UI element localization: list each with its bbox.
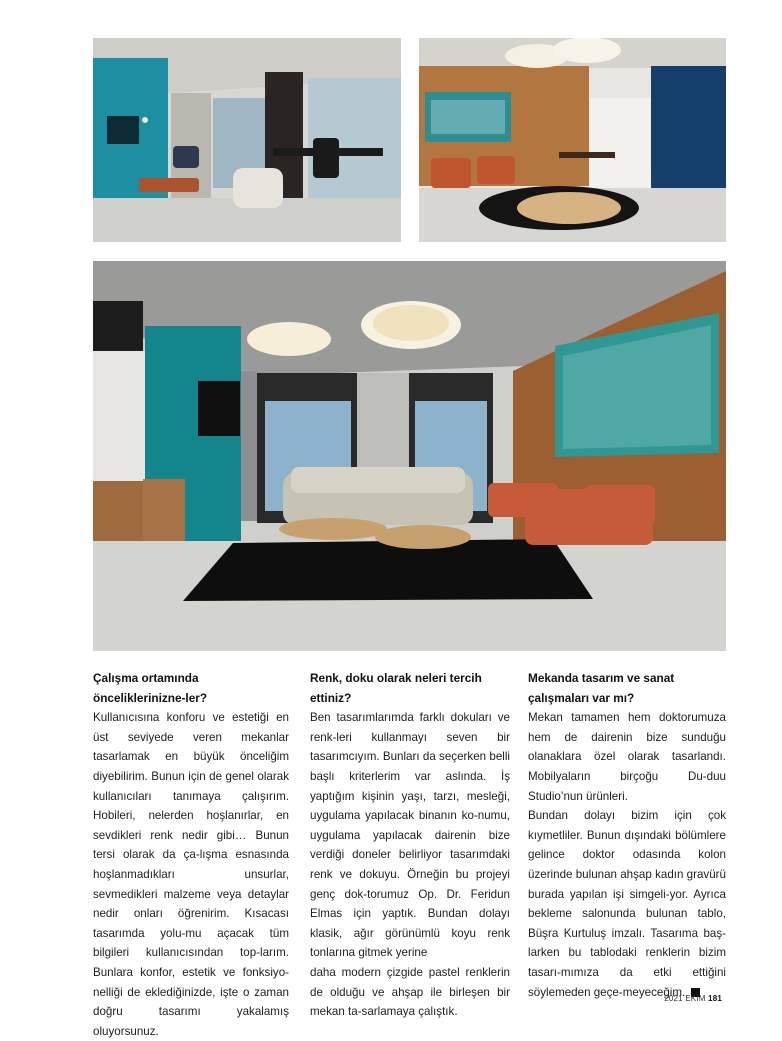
lounge-photo: [419, 38, 726, 242]
living-room-photo: [93, 261, 726, 651]
question-heading: Renk, doku olarak neleri tercih ettiniz?: [310, 671, 482, 705]
question-heading: Çalışma ortamında önceliklerinizne-ler?: [93, 671, 208, 705]
answer-text: Kullanıcısına konforu ve estetiği en üst seviyede veren mekanlar tasarlamak en büyük önceliğim diyebilirim. Bunun için de genel olarak kullanıcıları tanımaya çalışırım. Hobileri, nelerden hoşlanırlar, en sevdikleri renk nedir gibi… Bunun tersi olarak da ça-lışma esnasında hoşlanmadıkları unsurlar, sevmedikleri malzeme veya detaylar nedir onları öğrenirim. Kısacası tasarımda yolu-mu açacak tüm bilgileri kullanıcısından top-larım. Bunlara konfor, estetik ve fonksiyo-nelliği de eklediğinizde, işte o zaman doğru tasarımı yakalamış oluyorsunuz.: [93, 711, 289, 1038]
answer-text: Mekan tamamen hem doktorumuza hem de dairenin bize sunduğu olanaklara özel olarak tasarlandı. Mobilyaların birçoğu Du-duu Studio’nun ürünleri.: [528, 711, 726, 803]
question-heading: Mekanda tasarım ve sanat çalışmaları var mı?: [528, 671, 675, 705]
page-folio: [664, 994, 722, 1003]
article-column-2: [310, 669, 510, 1022]
answer-text-continued-body: Bundan dolayı bizim için çok kıymetliler. Bunun dışındaki bölümlere gelince doktor odasında kolon üzerinde bulunan ahşap kadın gravürü burada yapılan işi simgeli-yor. Ayrıca bekleme salonunda bulunan tablo, Büşra Kurtuluş imzalı. Tasarıma baş-larken bu tablodaki renklerin bizim tasarı-mımıza da etki ettiğini söylemeden geçe-meyeceğim.: [528, 809, 726, 999]
answer-text: Ben tasarımlarımda farklı dokuları ve renk-leri kullanmayı seven bir tasarımcıyım. Bunları da seçerken belli başlı kriterlerim var aslında. İş yaptığım kişinin yaşı, tarzı, mesleği, uygulama yapılacak binanın ko-numu, uygulama yapılacak dairenin bize verdiği doneler belirliyor tasarımdaki renk ve dokuyu. Örneğin bu projeyi genç dok-torumuz Op. Dr. Feridun Elmas için yaptık. Bundan dolayı klasik, ağır görünümlü koyu renk tonlarına gitmek yerine: [310, 711, 510, 960]
article-column-1: [93, 669, 289, 1041]
office-photo: [93, 38, 401, 242]
page-number: 181: [708, 994, 722, 1003]
article-column-3: [528, 669, 726, 1002]
answer-text-continued: daha modern çizgide pastel renklerin de olduğu ve ahşap ile birleşen bir mekan ta-sarlamaya çalıştık.: [310, 965, 510, 1019]
answer-text-continued: [528, 806, 726, 1002]
issue-date: 2021 EKİM: [664, 994, 706, 1003]
